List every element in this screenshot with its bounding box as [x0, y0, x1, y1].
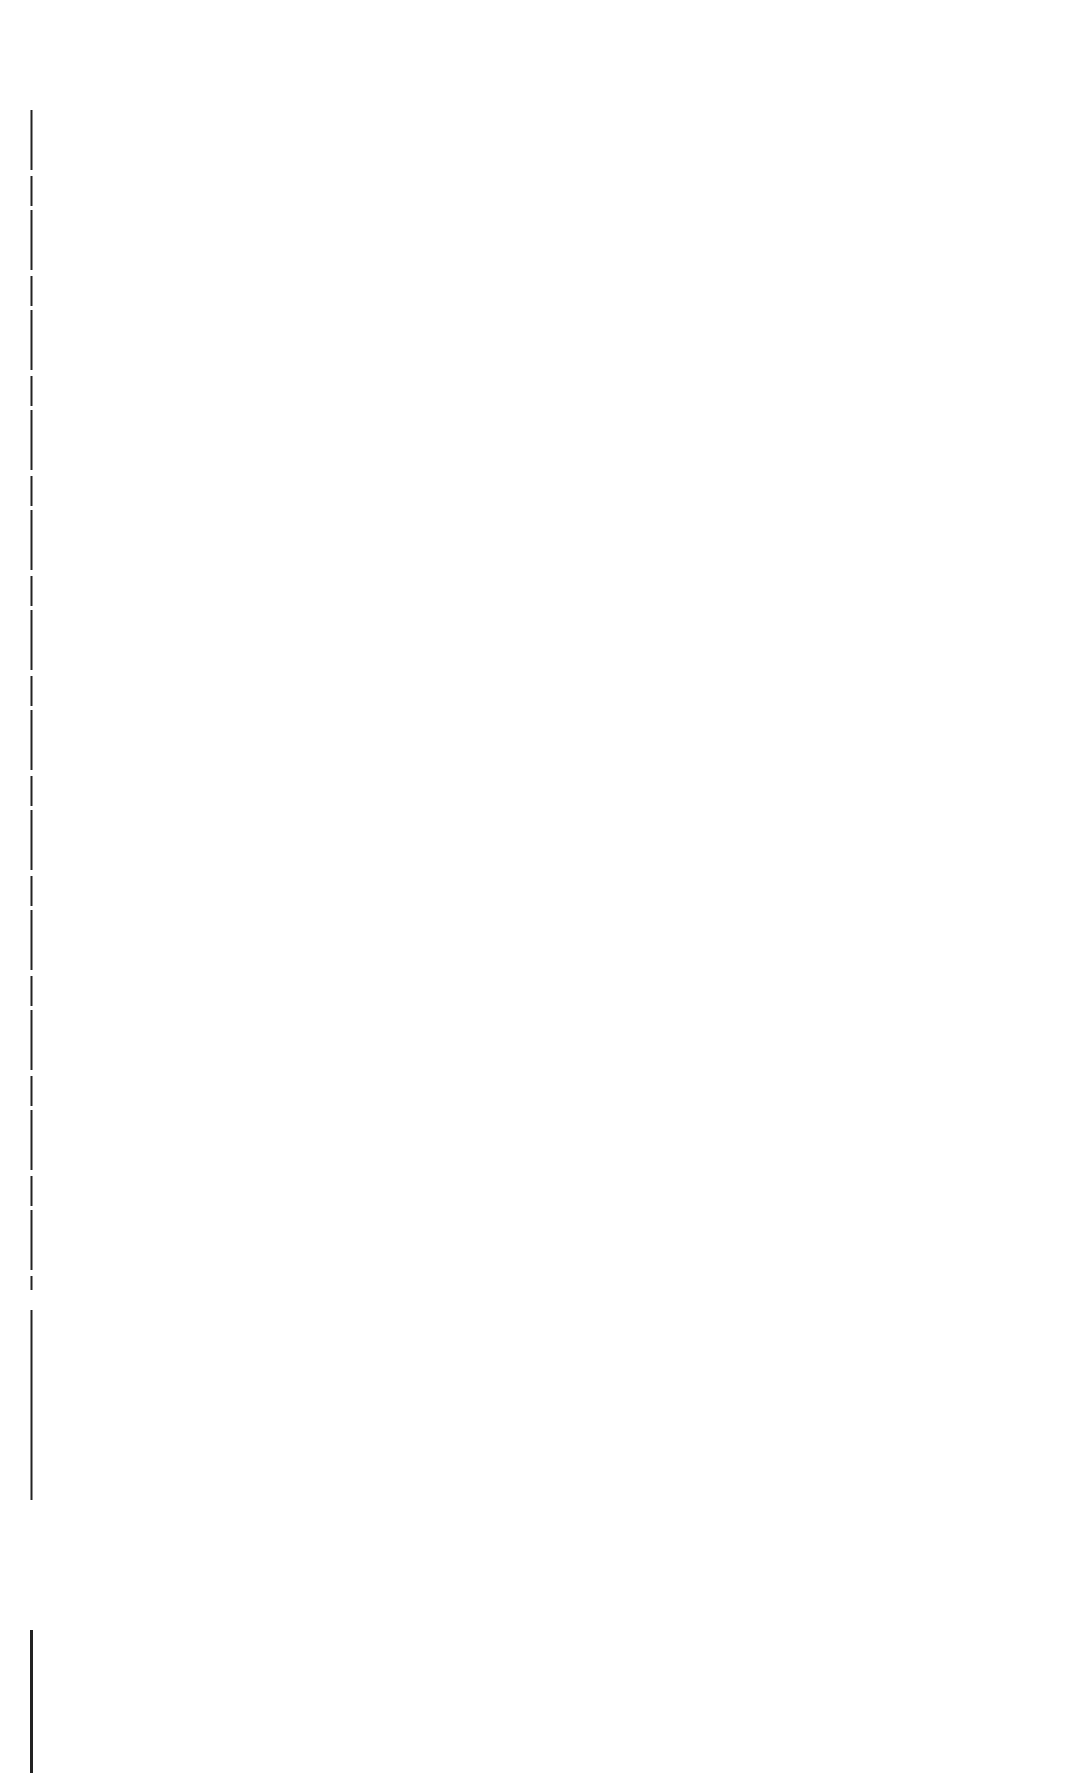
- page-binding-edge: [30, 0, 33, 1773]
- cross-shaped-poem: [0, 316, 1070, 345]
- verse-line: [160, 316, 900, 345]
- cross-arms-verse: [0, 316, 1070, 345]
